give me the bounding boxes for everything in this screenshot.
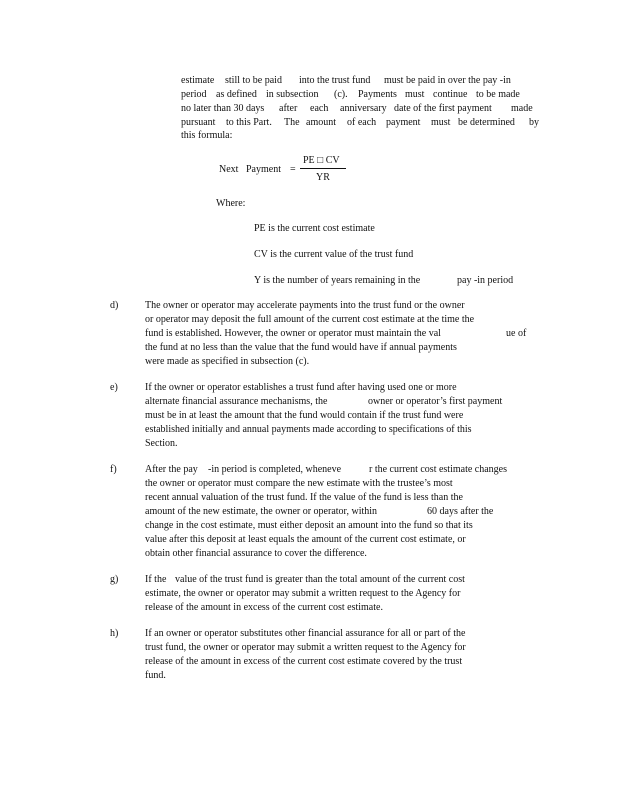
formula-denominator: YR — [316, 172, 330, 183]
subsection-marker: g) — [110, 574, 119, 585]
subsection-line: value after this deposit at least equals the amount of the current cost estimate, or — [145, 534, 466, 545]
subsection-line: obtain other financial assurance to cover the difference. — [145, 548, 367, 559]
formula-numerator: PE □ CV — [303, 155, 340, 166]
subsection-line: amount of the new estimate, the owner or operator, within — [145, 506, 378, 517]
intro-word: of each — [347, 117, 377, 128]
subsection-line: established initially and annual payments made according to specifications of this — [145, 424, 472, 435]
subsection-line: change in the cost estimate, must either deposit an amount into the fund so that its — [145, 520, 473, 531]
definition-y-tail: pay -in period — [457, 275, 514, 286]
subsection-line: were made as specified in subsection (c). — [145, 356, 310, 367]
intro-word: must — [405, 89, 425, 100]
subsection-line: recent annual valuation of the trust fund. If the value of the fund is less than the — [145, 492, 463, 503]
intro-word: pursuant — [181, 117, 216, 128]
subsection-line: the fund at no less than the value that the fund would have if annual payments — [145, 342, 457, 353]
subsection-line-tail: 60 days after the — [427, 506, 494, 517]
subsection-line: -in period is completed, wheneve — [208, 464, 342, 475]
formula-lhs-payment: Payment — [246, 164, 281, 175]
subsection-line: release of the amount in excess of the current cost estimate. — [145, 602, 383, 613]
intro-word: anniversary — [340, 103, 387, 114]
intro-word: must — [431, 117, 451, 128]
subsection-line: release of the amount in excess of the current cost estimate covered by the trust — [145, 656, 463, 667]
definition-pe: PE is the current cost estimate — [254, 223, 375, 234]
intro-line: this formula: — [181, 130, 233, 141]
intro-word: be determined — [458, 117, 515, 128]
intro-word: no later than 30 days — [181, 103, 265, 114]
subsection-line: fund is established. However, the owner or operator must maintain the val — [145, 328, 441, 339]
definition-cv: CV is the current value of the trust fund — [254, 249, 414, 260]
formula-equals: = — [290, 164, 296, 175]
subsection-marker: h) — [110, 628, 119, 639]
intro-word: each — [310, 103, 329, 114]
subsection-line: alternate financial assurance mechanisms, the — [145, 396, 328, 407]
intro-word: as defined — [216, 89, 257, 100]
subsection-line: the owner or operator must compare the new estimate with the trustee’s most — [145, 478, 453, 489]
subsection-line: After the pay — [145, 464, 198, 475]
intro-word: The — [284, 117, 300, 128]
intro-word: made — [511, 103, 533, 114]
intro-word: Payments — [358, 89, 397, 100]
intro-word: estimate — [181, 75, 215, 86]
intro-word: still to be paid — [225, 75, 282, 86]
intro-word: date of the first payment — [394, 103, 492, 114]
subsection-line: If an owner or operator substitutes other financial assurance for all or part of the — [145, 628, 466, 639]
intro-word: by — [529, 117, 539, 128]
subsection-line: If the owner or operator establishes a trust fund after having used one or more — [145, 382, 457, 393]
subsection-line: must be in at least the amount that the fund would contain if the trust fund were — [145, 410, 464, 421]
subsection-line: or operator may deposit the full amount of the current cost estimate at the time the — [145, 314, 475, 325]
intro-word: to be made — [476, 89, 520, 100]
subsection-marker: d) — [110, 300, 119, 311]
intro-word: to this Part. — [226, 117, 272, 128]
subsection-line-tail: ue of — [506, 328, 527, 339]
subsection-line: fund. — [145, 670, 166, 681]
subsection-line: Section. — [145, 438, 178, 449]
formula-lhs-next: Next — [219, 164, 239, 175]
subsection-line: value of the trust fund is greater than the total amount of the current cost — [175, 574, 465, 585]
fraction-bar — [300, 168, 346, 169]
intro-word: after — [279, 103, 298, 114]
subsection-marker: e) — [110, 382, 118, 393]
subsection-marker: f) — [110, 464, 117, 475]
subsection-line-tail: owner or operator’s first payment — [368, 396, 503, 407]
subsection-line: trust fund, the owner or operator may submit a written request to the Agency for — [145, 642, 466, 653]
intro-word: must be paid in over the pay -in — [384, 75, 511, 86]
subsection-line: The owner or operator may accelerate payments into the trust fund or the owner — [145, 300, 465, 311]
intro-word: period — [181, 89, 207, 100]
where-label: Where: — [216, 198, 246, 209]
subsection-line: estimate, the owner or operator may submit a written request to the Agency for — [145, 588, 461, 599]
intro-word: (c). — [334, 89, 348, 100]
intro-word: into the trust fund — [299, 75, 371, 86]
intro-word: payment — [386, 117, 421, 128]
intro-word: continue — [433, 89, 468, 100]
intro-word: in subsection — [266, 89, 319, 100]
intro-word: amount — [306, 117, 336, 128]
subsection-line: If the — [145, 574, 167, 585]
subsection-line: r the current cost estimate changes — [369, 464, 507, 475]
definition-y: Y is the number of years remaining in the — [254, 275, 421, 286]
